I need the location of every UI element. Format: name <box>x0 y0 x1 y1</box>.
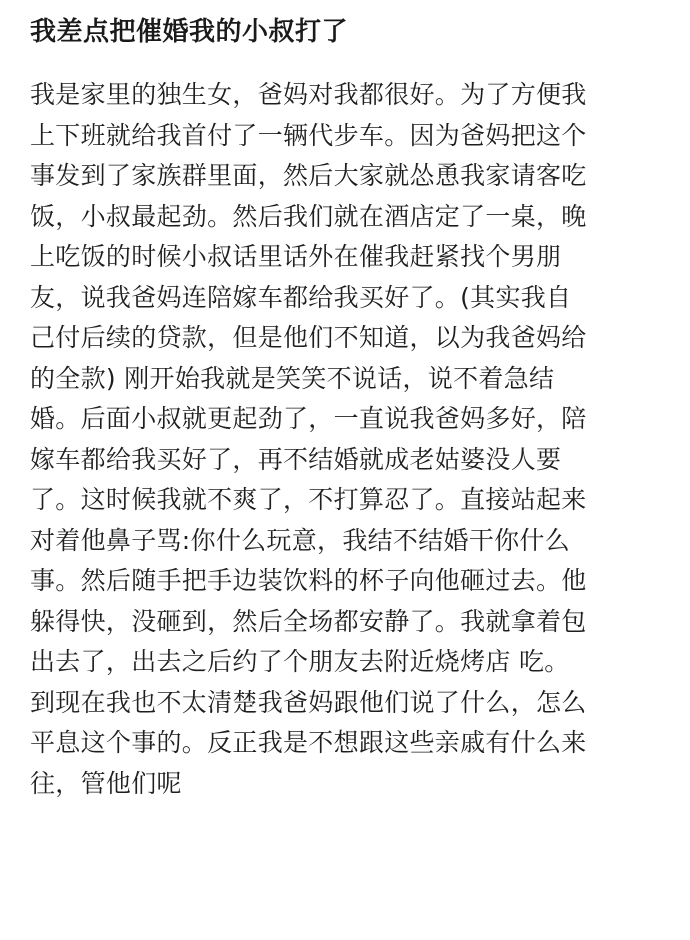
post-body-line: 友，说我爸妈连陪嫁车都给我买好了。(其实我自 <box>30 282 572 312</box>
post-title: 我差点把催婚我的小叔打了 <box>30 17 349 47</box>
post-body-line: 嫁车都给我买好了，再不结婚就成老姑婆没人要 <box>30 444 562 474</box>
post-body-line: 对着他鼻子骂:你什么玩意，我结不结婚干你什么 <box>30 525 571 555</box>
post-body-line: 上吃饭的时候小叔话里话外在催我赶紧找个男朋 <box>30 242 562 271</box>
post-body-line: 到现在我也不太清楚我爸妈跟他们说了什么，怎么 <box>30 687 587 717</box>
post-body-line: 上下班就给我首付了一辆代步车。因为爸妈把这个 <box>30 120 587 150</box>
post-body-line: 饭，小叔最起劲。然后我们就在酒店定了一桌，晚 <box>30 201 587 231</box>
post-body-line: 出去了，出去之后约了个朋友去附近烧烤店 吃。 <box>30 647 570 676</box>
post-container <box>30 0 670 804</box>
post-body-line: 往，管他们呢 <box>30 768 182 798</box>
post-body-line: 事。然后随手把手边装饮料的杯子向他砸过去。他 <box>30 566 587 595</box>
post-body-line: 的全款) 刚开始我就是笑笑不说话，说不着急结 <box>30 363 555 393</box>
post-body-line: 平息这个事的。反正我是不想跟这些亲戚有什么来 <box>30 728 587 757</box>
post-body-line: 事发到了家族群里面，然后大家就怂恿我家请客吃 <box>30 161 587 190</box>
post-body-line: 婚。后面小叔就更起劲了，一直说我爸妈多好，陪 <box>30 404 587 433</box>
post-body <box>30 75 670 804</box>
post-body-line: 了。这时候我就不爽了，不打算忍了。直接站起来 <box>30 485 587 514</box>
post-body-line: 己付后续的贷款，但是他们不知道，以为我爸妈给 <box>30 323 587 352</box>
post-body-line: 我是家里的独生女，爸妈对我都很好。为了方便我 <box>30 80 587 109</box>
post-body-line: 躲得快，没砸到，然后全场都安静了。我就拿着包 <box>30 606 587 636</box>
